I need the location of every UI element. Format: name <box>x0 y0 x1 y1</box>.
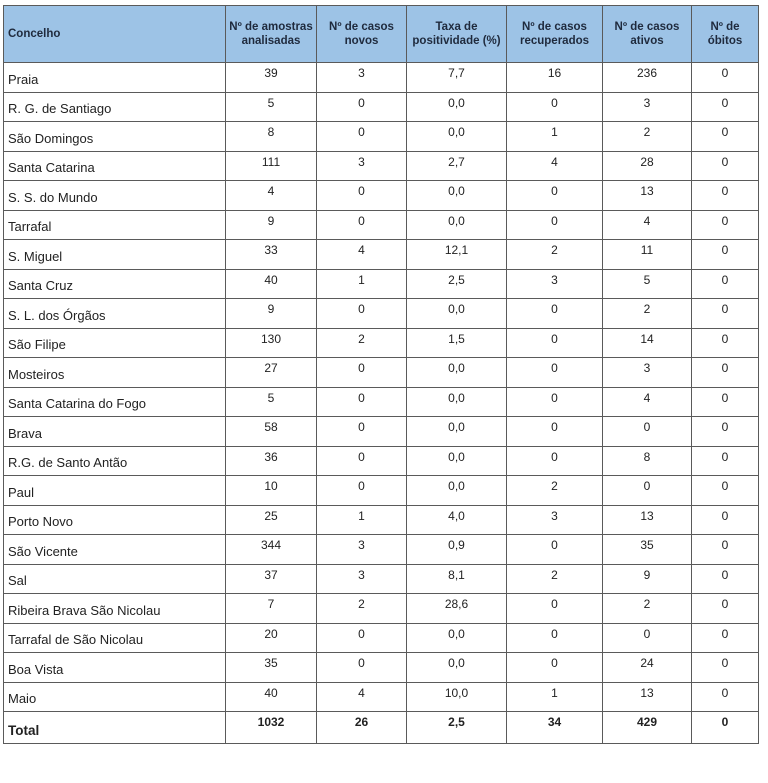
cell-new-cases: 3 <box>317 535 407 565</box>
cell-deaths: 0 <box>692 240 759 270</box>
cell-positivity-rate: 2,7 <box>407 151 507 181</box>
cell-new-cases: 4 <box>317 682 407 712</box>
cell-deaths: 0 <box>692 151 759 181</box>
cell-new-cases: 3 <box>317 151 407 181</box>
cell-concelho: S. Miguel <box>4 240 226 270</box>
cell-recovered-cases: 0 <box>507 387 603 417</box>
cell-samples-analyzed: 5 <box>226 387 317 417</box>
cell-new-cases: 0 <box>317 92 407 122</box>
cell-positivity-rate: 10,0 <box>407 682 507 712</box>
cell-new-cases: 4 <box>317 240 407 270</box>
total-positivity-rate: 2,5 <box>407 712 507 744</box>
cell-deaths: 0 <box>692 210 759 240</box>
cell-concelho: Tarrafal <box>4 210 226 240</box>
cell-samples-analyzed: 25 <box>226 505 317 535</box>
cell-concelho: Sal <box>4 564 226 594</box>
cell-samples-analyzed: 39 <box>226 63 317 93</box>
cell-positivity-rate: 0,0 <box>407 476 507 506</box>
cell-positivity-rate: 2,5 <box>407 269 507 299</box>
cell-active-cases: 0 <box>603 476 692 506</box>
cell-recovered-cases: 0 <box>507 535 603 565</box>
cell-recovered-cases: 2 <box>507 476 603 506</box>
cell-concelho: Paul <box>4 476 226 506</box>
cell-deaths: 0 <box>692 594 759 624</box>
cell-new-cases: 0 <box>317 299 407 329</box>
cell-active-cases: 13 <box>603 682 692 712</box>
total-recovered-cases: 34 <box>507 712 603 744</box>
cell-deaths: 0 <box>692 682 759 712</box>
cell-deaths: 0 <box>692 269 759 299</box>
column-header-deaths: Nº de óbitos <box>692 6 759 63</box>
cell-new-cases: 0 <box>317 387 407 417</box>
cell-recovered-cases: 0 <box>507 358 603 388</box>
cell-deaths: 0 <box>692 63 759 93</box>
cell-positivity-rate: 0,0 <box>407 387 507 417</box>
table-row <box>4 682 759 712</box>
cell-deaths: 0 <box>692 181 759 211</box>
table-row <box>4 181 759 211</box>
covid-cases-by-municipality-table <box>3 5 759 744</box>
cell-positivity-rate: 4,0 <box>407 505 507 535</box>
cell-new-cases: 0 <box>317 210 407 240</box>
cell-recovered-cases: 16 <box>507 63 603 93</box>
table-row <box>4 328 759 358</box>
cell-positivity-rate: 12,1 <box>407 240 507 270</box>
cell-concelho: R. G. de Santiago <box>4 92 226 122</box>
cell-samples-analyzed: 35 <box>226 653 317 683</box>
table-row <box>4 476 759 506</box>
cell-concelho: Santa Cruz <box>4 269 226 299</box>
cell-recovered-cases: 3 <box>507 505 603 535</box>
table-row <box>4 151 759 181</box>
cell-samples-analyzed: 27 <box>226 358 317 388</box>
cell-new-cases: 2 <box>317 594 407 624</box>
header-row <box>4 6 759 63</box>
cell-deaths: 0 <box>692 476 759 506</box>
cell-new-cases: 0 <box>317 122 407 152</box>
cell-deaths: 0 <box>692 328 759 358</box>
cell-positivity-rate: 8,1 <box>407 564 507 594</box>
cell-recovered-cases: 0 <box>507 210 603 240</box>
cell-new-cases: 0 <box>317 358 407 388</box>
cell-positivity-rate: 0,0 <box>407 653 507 683</box>
cell-recovered-cases: 0 <box>507 417 603 447</box>
cell-active-cases: 0 <box>603 417 692 447</box>
column-header-concelho: Concelho <box>4 6 226 63</box>
cell-recovered-cases: 2 <box>507 564 603 594</box>
total-active-cases: 429 <box>603 712 692 744</box>
table-row <box>4 92 759 122</box>
total-samples-analyzed: 1032 <box>226 712 317 744</box>
cell-samples-analyzed: 58 <box>226 417 317 447</box>
cell-concelho: Brava <box>4 417 226 447</box>
cell-active-cases: 14 <box>603 328 692 358</box>
cell-deaths: 0 <box>692 122 759 152</box>
cell-deaths: 0 <box>692 92 759 122</box>
cell-active-cases: 24 <box>603 653 692 683</box>
cell-deaths: 0 <box>692 417 759 447</box>
cell-samples-analyzed: 20 <box>226 623 317 653</box>
cell-concelho: S. S. do Mundo <box>4 181 226 211</box>
table-row <box>4 269 759 299</box>
cell-recovered-cases: 0 <box>507 623 603 653</box>
cell-active-cases: 2 <box>603 594 692 624</box>
cell-new-cases: 0 <box>317 446 407 476</box>
cell-samples-analyzed: 40 <box>226 269 317 299</box>
cell-new-cases: 1 <box>317 505 407 535</box>
cell-concelho: Maio <box>4 682 226 712</box>
cell-active-cases: 11 <box>603 240 692 270</box>
cell-positivity-rate: 0,0 <box>407 446 507 476</box>
cell-concelho: Boa Vista <box>4 653 226 683</box>
table-row <box>4 210 759 240</box>
column-header-new-cases: Nº de casos novos <box>317 6 407 63</box>
cell-recovered-cases: 0 <box>507 653 603 683</box>
cell-new-cases: 3 <box>317 63 407 93</box>
table-body <box>4 63 759 744</box>
cell-deaths: 0 <box>692 387 759 417</box>
cell-deaths: 0 <box>692 446 759 476</box>
cell-deaths: 0 <box>692 505 759 535</box>
table-row <box>4 387 759 417</box>
cell-samples-analyzed: 40 <box>226 682 317 712</box>
cell-recovered-cases: 1 <box>507 122 603 152</box>
cell-recovered-cases: 0 <box>507 446 603 476</box>
cell-active-cases: 4 <box>603 387 692 417</box>
cell-recovered-cases: 3 <box>507 269 603 299</box>
table-row <box>4 358 759 388</box>
cell-positivity-rate: 0,0 <box>407 299 507 329</box>
column-header-samples-analyzed: Nº de amostras analisadas <box>226 6 317 63</box>
cell-recovered-cases: 1 <box>507 682 603 712</box>
cell-deaths: 0 <box>692 623 759 653</box>
cell-new-cases: 0 <box>317 476 407 506</box>
table-row <box>4 653 759 683</box>
cell-positivity-rate: 0,9 <box>407 535 507 565</box>
cell-active-cases: 2 <box>603 122 692 152</box>
table-row <box>4 564 759 594</box>
cell-new-cases: 2 <box>317 328 407 358</box>
cell-concelho: R.G. de Santo Antão <box>4 446 226 476</box>
table-row <box>4 240 759 270</box>
cell-active-cases: 13 <box>603 505 692 535</box>
cell-samples-analyzed: 4 <box>226 181 317 211</box>
cell-concelho: São Vicente <box>4 535 226 565</box>
cell-concelho: Santa Catarina <box>4 151 226 181</box>
cell-samples-analyzed: 7 <box>226 594 317 624</box>
cell-concelho: São Domingos <box>4 122 226 152</box>
cell-positivity-rate: 0,0 <box>407 210 507 240</box>
cell-concelho: Praia <box>4 63 226 93</box>
cell-positivity-rate: 7,7 <box>407 63 507 93</box>
cell-positivity-rate: 28,6 <box>407 594 507 624</box>
cell-new-cases: 0 <box>317 181 407 211</box>
cell-samples-analyzed: 344 <box>226 535 317 565</box>
cell-active-cases: 8 <box>603 446 692 476</box>
cell-positivity-rate: 0,0 <box>407 181 507 211</box>
cell-new-cases: 0 <box>317 417 407 447</box>
table-row <box>4 446 759 476</box>
table-row <box>4 535 759 565</box>
total-row <box>4 712 759 744</box>
cell-samples-analyzed: 111 <box>226 151 317 181</box>
cell-recovered-cases: 0 <box>507 299 603 329</box>
cell-recovered-cases: 0 <box>507 328 603 358</box>
cell-recovered-cases: 4 <box>507 151 603 181</box>
table-row <box>4 63 759 93</box>
cell-deaths: 0 <box>692 299 759 329</box>
cell-concelho: S. L. dos Órgãos <box>4 299 226 329</box>
cell-positivity-rate: 0,0 <box>407 122 507 152</box>
cell-samples-analyzed: 9 <box>226 299 317 329</box>
cell-active-cases: 236 <box>603 63 692 93</box>
cell-samples-analyzed: 36 <box>226 446 317 476</box>
cell-active-cases: 2 <box>603 299 692 329</box>
cell-concelho: Ribeira Brava São Nicolau <box>4 594 226 624</box>
table-row <box>4 417 759 447</box>
cell-active-cases: 4 <box>603 210 692 240</box>
cell-active-cases: 35 <box>603 535 692 565</box>
total-new-cases: 26 <box>317 712 407 744</box>
cell-samples-analyzed: 8 <box>226 122 317 152</box>
cell-recovered-cases: 0 <box>507 594 603 624</box>
cell-deaths: 0 <box>692 564 759 594</box>
cell-positivity-rate: 0,0 <box>407 92 507 122</box>
table-row <box>4 299 759 329</box>
cell-recovered-cases: 0 <box>507 181 603 211</box>
cell-new-cases: 0 <box>317 623 407 653</box>
cell-new-cases: 0 <box>317 653 407 683</box>
table-row <box>4 505 759 535</box>
cell-active-cases: 28 <box>603 151 692 181</box>
cell-samples-analyzed: 5 <box>226 92 317 122</box>
cell-positivity-rate: 0,0 <box>407 623 507 653</box>
cell-concelho: Mosteiros <box>4 358 226 388</box>
cell-concelho: Porto Novo <box>4 505 226 535</box>
cell-concelho: São Filipe <box>4 328 226 358</box>
table-row <box>4 594 759 624</box>
cell-active-cases: 9 <box>603 564 692 594</box>
cell-samples-analyzed: 130 <box>226 328 317 358</box>
column-header-recovered-cases: Nº de casos recuperados <box>507 6 603 63</box>
cell-active-cases: 3 <box>603 92 692 122</box>
cell-samples-analyzed: 10 <box>226 476 317 506</box>
total-deaths: 0 <box>692 712 759 744</box>
cell-active-cases: 0 <box>603 623 692 653</box>
cell-recovered-cases: 0 <box>507 92 603 122</box>
table-row <box>4 122 759 152</box>
total-concelho: Total <box>4 712 226 744</box>
table-row <box>4 623 759 653</box>
cell-deaths: 0 <box>692 653 759 683</box>
cell-active-cases: 5 <box>603 269 692 299</box>
column-header-positivity-rate: Taxa de positividade (%) <box>407 6 507 63</box>
cell-deaths: 0 <box>692 535 759 565</box>
cell-new-cases: 1 <box>317 269 407 299</box>
cell-positivity-rate: 0,0 <box>407 417 507 447</box>
cell-recovered-cases: 2 <box>507 240 603 270</box>
cell-positivity-rate: 0,0 <box>407 358 507 388</box>
cell-samples-analyzed: 37 <box>226 564 317 594</box>
cell-positivity-rate: 1,5 <box>407 328 507 358</box>
cell-samples-analyzed: 9 <box>226 210 317 240</box>
cell-samples-analyzed: 33 <box>226 240 317 270</box>
cell-concelho: Santa Catarina do Fogo <box>4 387 226 417</box>
cell-concelho: Tarrafal de São Nicolau <box>4 623 226 653</box>
cell-new-cases: 3 <box>317 564 407 594</box>
cell-active-cases: 13 <box>603 181 692 211</box>
cell-active-cases: 3 <box>603 358 692 388</box>
cell-deaths: 0 <box>692 358 759 388</box>
column-header-active-cases: Nº de casos ativos <box>603 6 692 63</box>
